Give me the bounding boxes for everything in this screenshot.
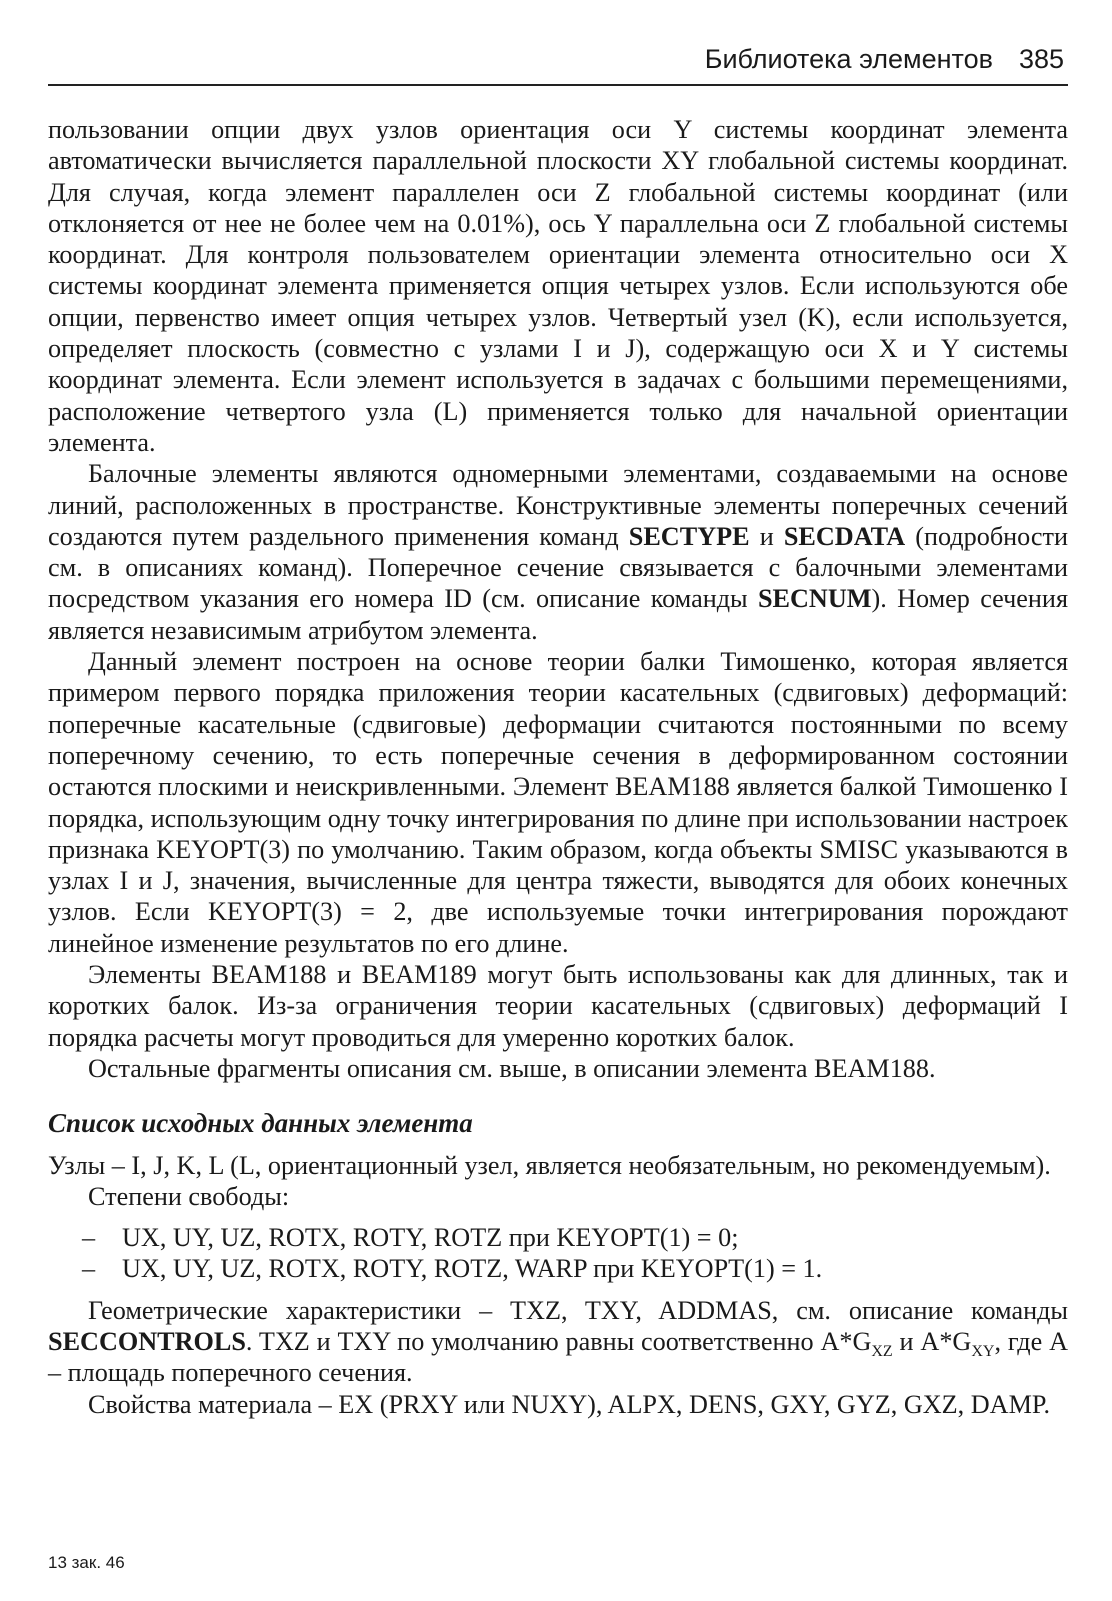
page-body <box>48 114 1068 1420</box>
command-secnum: SECNUM <box>757 584 872 614</box>
list-item-text: UX, UY, UZ, ROTX, ROTY, ROTZ при KEYOPT(1) = 0; <box>122 1223 739 1253</box>
paragraph-text: (подробности см. в описаниях команд). Поперечное сечение связывается с балочными элементами посредством указания его номера ID (см. описание команды <box>48 521 1068 614</box>
paragraph-text: Геометрические характеристики – TXZ, TXY, ADDMAS, см. описание команды <box>88 1295 1068 1325</box>
header-title: Библиотека элементов <box>704 44 993 74</box>
running-header <box>48 40 1068 86</box>
header-text <box>705 44 1064 75</box>
paragraph-text: . TXZ и TXY по умолчанию равны соответственно A*G <box>245 1326 872 1356</box>
dof-list <box>48 1222 1068 1285</box>
paragraph-remaining: Остальные фрагменты описания см. выше, в описании элемента BEAM188. <box>88 1053 936 1083</box>
paragraph-text: Балочные элементы являются одномерными элементами, создаваемыми на основе линий, расположенных в пространстве. Конструктивные элементы поперечных сечений создаются путем раздельного применения команд <box>48 459 1068 551</box>
command-secdata: SECDATA <box>783 521 906 551</box>
paragraph-orientation: пользовании опции двух узлов ориентация оси Y системы координат элемента автоматически вычисляется параллельной плоскости XY глобальной системы координат. Для случая, когда элемент параллелен оси Z глобальной системы координат (или отклоняется от нее не более чем на 0.01%), ось Y параллельна оси Z глобальной системы координат. Для контроля пользователем ориентации элемента относительно оси X системы координат элемента применяется опция четырех узлов. Если используются обе опции, первенство имеет опция четырех узлов. Четвертый узел (K), если используется, определяет плоскость (совместно с узлами I и J), содержащую оси X и Y системы координат элемента. Если элемент используется в задачах с большими перемещениями, расположение четвертого узла (L) применяется только для начальной ориентации элемента. <box>48 115 1068 457</box>
paragraph-text: , где A – площадь поперечного сечения. <box>48 1326 1068 1388</box>
section-heading: Список исходных данных элемента <box>48 1108 473 1139</box>
paragraph-beam-elements <box>48 458 1068 646</box>
list-item-text: UX, UY, UZ, ROTX, ROTY, ROTZ, WARP при KEYOPT(1) = 1. <box>122 1254 823 1284</box>
subscript-xy: XY <box>971 1343 995 1361</box>
paragraph-timoshenko: Данный элемент построен на основе теории балки Тимошенко, которая является примером первого порядка приложения теории касательных (сдвиговых) деформаций: поперечные касательные (сдвиговые) деформации считаются постоянными по всему поперечному сечению, то есть поперечные сечения в деформированном состоянии остаются плоскими и неискривленными. Элемент BEAM188 является балкой Тимошенко I порядка, использующим одну точку интегрирования по длине при использовании настроек признака KEYOPT(3) по умолчанию. Таким образом, когда объекты SMISC указываются в узлах I и J, значения, вычисленные для центра тяжести, выводятся для обоих конечных узлов. Если KEYOPT(3) = 2, две используемые точки интегрирования порождают линейное изменение результатов по его длине. <box>48 647 1068 958</box>
paragraph-text: и <box>749 521 784 551</box>
paragraph-text: и A*G <box>892 1326 972 1356</box>
list-item <box>48 1253 1068 1284</box>
paragraph-nodes: Узлы – I, J, K, L (L, ориентационный узел, является необязательным, но рекомендуемым). <box>48 1150 1051 1180</box>
list-dash: – <box>82 1254 96 1284</box>
page-number: 385 <box>1018 44 1064 74</box>
list-item <box>48 1222 1068 1253</box>
subscript-xz: XZ <box>871 1343 893 1361</box>
printer-note: 13 зак. 46 <box>48 1553 125 1572</box>
command-seccontrols: SECCONTROLS <box>48 1326 246 1356</box>
command-sectype: SECTYPE <box>628 521 750 551</box>
paragraph-geometry <box>48 1295 1068 1389</box>
paragraph-dof-label: Степени свободы: <box>88 1181 290 1211</box>
paragraph-text: ). Номер сечения является независимым атрибутом элемента. <box>48 584 1068 645</box>
paragraph-beam188-189: Элементы BEAM188 и BEAM189 могут быть использованы как для длинных, так и коротких балок. Из-за ограничения теории касательных (сдвиговых) деформаций I порядка расчеты могут проводиться для умеренно коротких балок. <box>48 960 1068 1052</box>
list-dash: – <box>82 1223 96 1253</box>
paragraph-material: Свойства материала – EX (PRXY или NUXY), ALPX, DENS, GXY, GYZ, GXZ, DAMP. <box>88 1389 1051 1419</box>
